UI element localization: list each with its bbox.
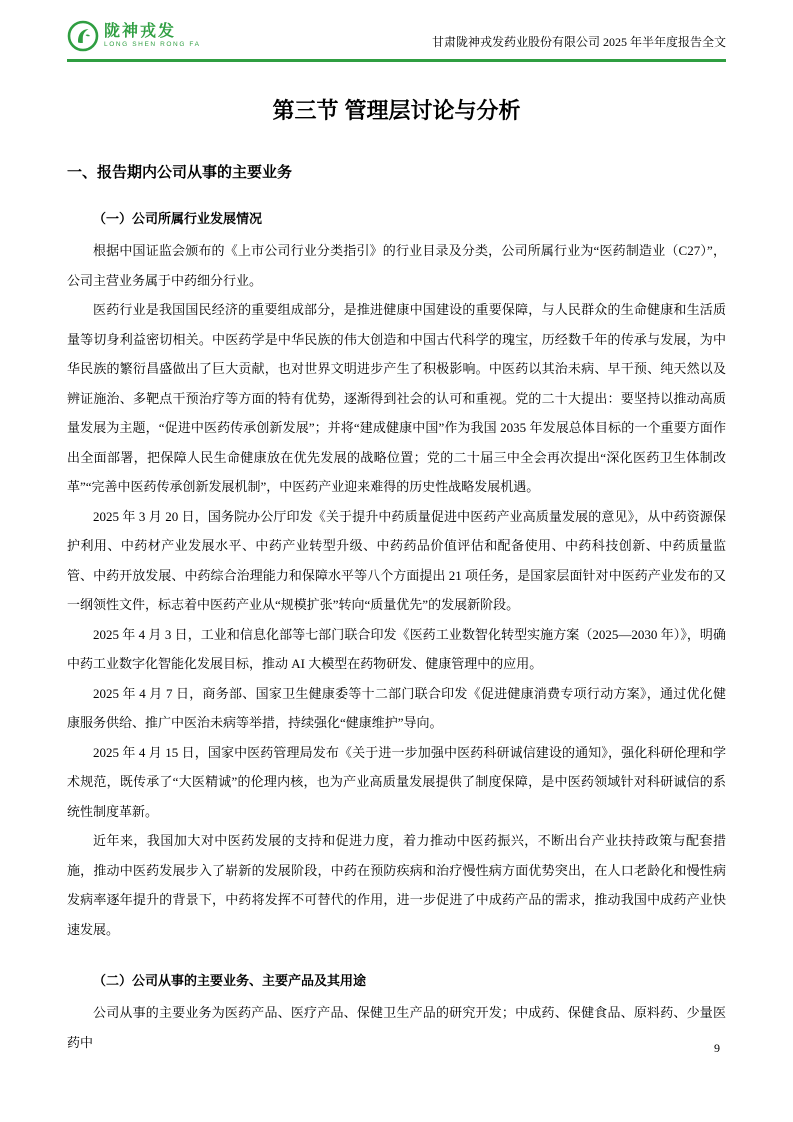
- company-logo: [67, 20, 201, 52]
- paragraph: 2025 年 4 月 3 日，工业和信息化部等七部门联合印发《医药工业数智化转型实施方案（2025—2030 年）》，明确中药工业数字化智能化发展目标，推动 AI 大模型在药物研发、健康管理中的应用。: [67, 626, 726, 671]
- paragraph: 根据中国证监会颁布的《上市公司行业分类指引》的行业目录及分类，公司所属行业为“医药制造业（C27）”，公司主营业务属于中药细分行业。: [67, 243, 726, 288]
- subsection-heading-industry: （一）公司所属行业发展情况: [93, 211, 263, 226]
- brand-name: 陇神戎发: [104, 23, 177, 41]
- company-logo-icon: [67, 20, 99, 52]
- paragraph: 2025 年 3 月 20 日，国务院办公厅印发《关于提升中药质量促进中医药产业高质量发展的意见》，从中药资源保护利用、中药材产业发展水平、中药产业转型升级、中药药品价值评估和配备使用、中药科技创新、中药质量监管、中药开放发展、中药综合治理能力和保障水平等八个方面提出 21 项任务，是国家层面针对中医药产业发布的又一纲领性文件，标志着中医药产业从“规模扩张”转向“质量优先”的发展新阶段。: [67, 508, 726, 612]
- page-header: [67, 0, 726, 59]
- paragraph: 2025 年 4 月 7 日，商务部、国家卫生健康委等十二部门联合印发《促进健康消费专项行动方案》，通过优化健康服务供给、推广中医治未病等举措，持续强化“健康维护”导向。: [67, 685, 726, 730]
- header-divider: [67, 59, 726, 62]
- chapter-title: 第三节 管理层讨论与分析: [272, 98, 521, 123]
- company-logo-text: [104, 23, 201, 48]
- subsection-business-body: [67, 998, 726, 1057]
- subsection-industry-body: [67, 236, 726, 944]
- paragraph: 公司从事的主要业务为医药产品、医疗产品、保健卫生产品的研究开发；中成药、保健食品、原料药、少量医药中: [67, 1005, 726, 1050]
- paragraph: 医药行业是我国国民经济的重要组成部分，是推进健康中国建设的重要保障，与人民群众的生命健康和生活质量等切身利益密切相关。中医药学是中华民族的伟大创造和中国古代科学的瑰宝，历经数千年的传承与发展，为中华民族的繁衍昌盛做出了巨大贡献，也对世界文明进步产生了积极影响。中医药以其治未病、早干预、纯天然以及辨证施治、多靶点干预治疗等方面的特有优势，逐渐得到社会的认可和重视。党的二十大提出：要坚持以推动高质量发展为主题，“促进中医药传承创新发展”；并将“建成健康中国”作为我国 2035 年发展总体目标的一个重要方面作出全面部署，把保障人民生命健康放在优先发展的战略位置；党的二十届三中全会再次提出“深化医药卫生体制改革”“完善中医药传承创新发展机制”，中医药产业迎来难得的历史性战略发展机遇。: [67, 302, 726, 494]
- section-heading: 一、报告期内公司从事的主要业务: [67, 164, 293, 181]
- paragraph: 近年来，我国加大对中医药发展的支持和促进力度，着力推动中医药振兴，不断出台产业扶持政策与配套措施，推动中医药发展步入了崭新的发展阶段，中药在预防疾病和治疗慢性病方面优势突出，在人口老龄化和慢性病发病率逐年提升的背景下，中药将发挥不可替代的作用，进一步促进了中成药产品的需求，推动我国中成药产业快速发展。: [67, 833, 726, 937]
- subsection-heading-business: （二）公司从事的主要业务、主要产品及其用途: [93, 973, 367, 988]
- paragraph: 2025 年 4 月 15 日，国家中医药管理局发布《关于进一步加强中医药科研诚信建设的通知》，强化科研伦理和学术规范，既传承了“大医精诚”的伦理内核，也为产业高质量发展提供了制度保障，是中医药领域针对科研诚信的系统性制度革新。: [67, 744, 726, 819]
- brand-subtitle: LONG SHEN RONG FA: [104, 40, 201, 48]
- page-number: 9: [714, 1041, 720, 1055]
- report-title: 甘肃陇神戎发药业股份有限公司 2025 年半年度报告全文: [431, 35, 726, 49]
